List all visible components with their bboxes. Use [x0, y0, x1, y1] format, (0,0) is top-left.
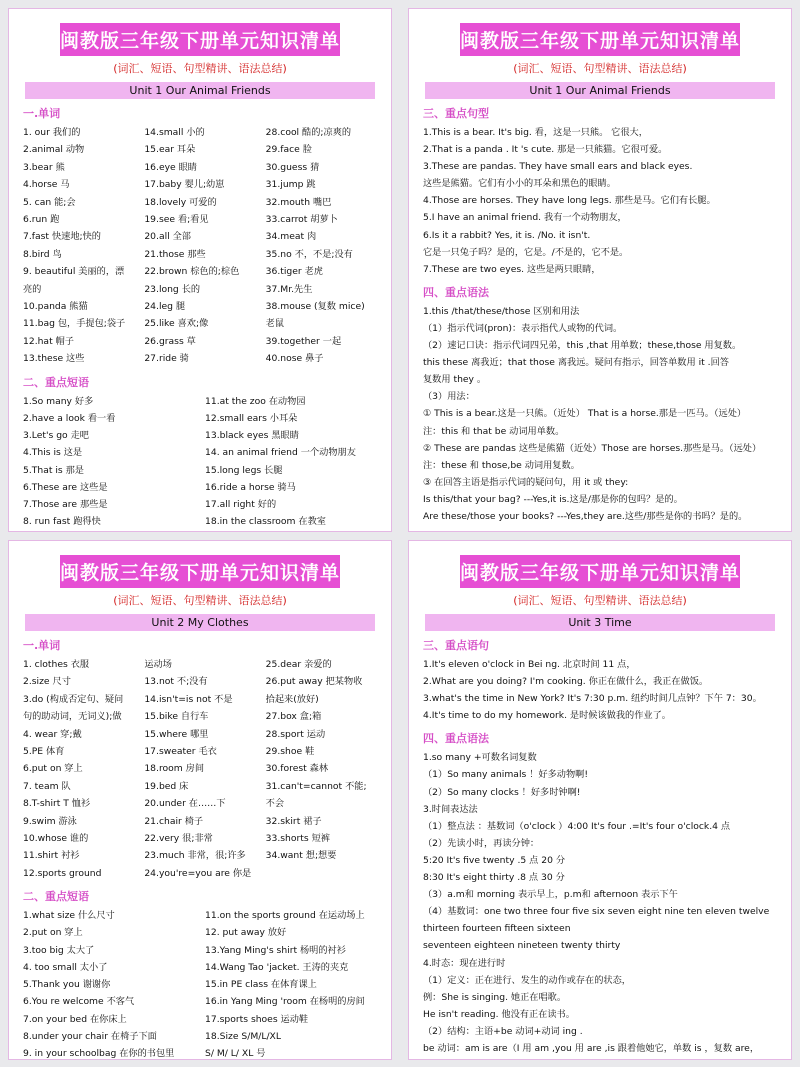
sentence-item: 1.It's eleven o'clock in Bei ng. 北京时间 11 点，	[423, 659, 636, 670]
word-item: 38.mouse (复数 mice)	[265, 301, 365, 313]
word-item: 33.shorts 短裤	[265, 833, 330, 845]
word-item: 25.dear 亲爱的	[265, 659, 332, 670]
word-item: 4. wear 穿;戴	[23, 728, 82, 740]
word-item: 30.guess 猜	[265, 161, 320, 173]
word-list	[9, 124, 391, 368]
word-item: 28.sport 运动	[265, 728, 326, 740]
phrase-list	[9, 907, 391, 1060]
phrase-item: 18.Size S/M/L/XL	[205, 1030, 281, 1042]
card-unit1-words	[8, 8, 392, 532]
word-item: 5.PE 体育	[23, 746, 65, 758]
grammar-list	[409, 303, 791, 525]
grammar-line: ② These are pandas 这些是熊猫（近处）Those are horses.那些是马。（远处）	[423, 442, 762, 454]
phrase-item: 17.sports shoes 运动鞋	[205, 1013, 309, 1025]
phrase-item: 5.That is 那是	[23, 464, 84, 476]
word-item: 13.these 这些	[23, 353, 85, 365]
grammar-line: 例：She is singing. 她正在唱歌。	[423, 991, 567, 1003]
unit-bar: Unit 1 Our Animal Friends	[425, 82, 775, 99]
phrase-item: 6.These are 这些是	[23, 481, 108, 493]
word-item: 29.shoe 鞋	[265, 746, 315, 758]
word-item: 22.very 很;非常	[144, 833, 213, 845]
section-heading-sentences: 三、重点句型	[423, 107, 489, 120]
phrase-item: 16.in Yang Ming 'room 在杨明的房间	[205, 996, 365, 1008]
word-item: 2.size 尺寸	[23, 676, 71, 688]
word-item: 7.fast 快速地;快的	[23, 231, 101, 243]
grammar-line: 3.时间表达法	[423, 803, 478, 815]
word-item: 15.bike 自行车	[144, 711, 209, 723]
grammar-line: （2）So many clocks ！好多时钟啊!	[423, 786, 581, 798]
word-item: 10.panda 熊猫	[23, 301, 88, 313]
phrase-item: 3.Let's go 走吧	[23, 430, 89, 442]
word-item: 4.horse 马	[23, 179, 70, 191]
phrase-column	[205, 907, 387, 1060]
phrase-item: 7.on your bed 在你床上	[23, 1013, 127, 1025]
phrase-item: 15.in PE class 在体育课上	[205, 979, 317, 991]
card-unit1-grammar	[408, 8, 792, 532]
word-item: 39.together 一起	[265, 335, 342, 347]
grammar-list	[409, 749, 791, 1060]
phrase-item: 13.black eyes 黑眼睛	[205, 430, 299, 442]
sentence-item: 4.Those are horses. They have long legs. 那些是马。它们有长腿。	[423, 195, 716, 207]
card-title: 闽教版三年级下册单元知识清单	[60, 555, 340, 588]
grammar-line: seventeen eighteen nineteen twenty thirty	[423, 940, 621, 952]
card-subtitle: (词汇、短语、句型精讲、语法总结)	[513, 594, 687, 607]
word-item: 21.chair 椅子	[144, 815, 204, 827]
phrase-column	[23, 393, 205, 532]
sentence-item: 4.It's time to do my homework. 是时候该做我的作业了。	[423, 710, 671, 722]
word-item: 9.swim 游泳	[23, 815, 77, 827]
word-item: 30.forest 森林	[265, 763, 329, 775]
word-item: 26.grass 草	[144, 335, 196, 347]
sentence-item: 7.These are two eyes. 这些是两只眼睛，	[423, 263, 601, 275]
word-item: 句的助动词，无词义);做	[23, 711, 122, 723]
phrase-item: 16.ride a horse 骑马	[205, 481, 296, 493]
word-column	[144, 124, 265, 368]
word-item: 21.those 那些	[144, 248, 206, 260]
sentence-item: 2.That is a panda . It 's cute. 那是一只熊猫。它很可爱。	[423, 144, 668, 156]
word-item: 老鼠	[265, 318, 285, 330]
grammar-line: 1.this /that/these/those 区别和用法	[423, 305, 580, 317]
word-item: 19.bed 床	[144, 780, 189, 792]
card-unit3-grammar	[408, 540, 792, 1060]
word-item: 24.leg 腿	[144, 301, 186, 313]
phrase-item: 18.in the classroom 在教室	[205, 516, 326, 528]
grammar-line: be 动词：am is are（I 用 am ,you 用 are ,is 跟着他她它，单数 is ，复数 are，	[423, 1042, 760, 1054]
word-item: 19.see 看;看见	[144, 214, 209, 226]
word-item: 29.face 脸	[265, 144, 312, 156]
grammar-line: 1.so many +可数名词复数	[423, 752, 537, 764]
word-item: 5. can 能;会	[23, 196, 76, 208]
word-item: 15.where 哪里	[144, 728, 209, 740]
phrase-item: 13.Yang Ming's shirt 杨明的衬衫	[205, 944, 346, 956]
section-heading-words: 一.单词	[23, 639, 61, 652]
unit-bar: Unit 3 Time	[425, 614, 775, 631]
sentence-item: 它是一只兔子吗？是的，它是。/不是的，它不是。	[423, 246, 629, 258]
phrase-item: 2.put on 穿上	[23, 927, 83, 939]
phrase-item: 12.small ears 小耳朵	[205, 412, 298, 424]
unit-bar: Unit 2 My Clothes	[25, 614, 375, 631]
grammar-line: 复数用 they 。	[423, 374, 487, 386]
section-heading-phrases: 二、重点短语	[23, 375, 89, 389]
phrase-item: 14.Wang Tao 'jacket. 王涛的夹克	[205, 961, 349, 973]
word-item: 1. clothes 衣服	[23, 659, 90, 670]
sentence-item: 2.What are you doing? I'm cooking. 你正在做什么，我正在做饭。	[423, 676, 709, 688]
phrase-item: S/ M/ L/ XL 号	[205, 1047, 266, 1059]
grammar-line: （1）整点法 ：基数词（o'clock ）4:00 It's four .=It's four o'clock.4 点	[423, 820, 731, 832]
word-item: 6.run 跑	[23, 214, 60, 226]
word-column	[266, 124, 387, 368]
phrase-list	[9, 393, 391, 532]
word-item: 不会	[265, 798, 285, 810]
sentence-item: 1.This is a bear. It's big. 看，这是一只熊。 它很大，	[423, 127, 648, 138]
phrase-item	[205, 530, 387, 532]
sentence-item: 5.I have an animal friend. 我有一个动物朋友，	[423, 212, 627, 224]
sentence-item: 3.These are pandas. They have small ears and black eyes.	[423, 161, 693, 173]
word-column	[266, 656, 387, 882]
grammar-line: 5:20 It's five twenty .5 点 20 分	[423, 854, 566, 866]
phrase-item: 9. in your schoolbag 在你的书包里	[23, 1047, 175, 1059]
section-heading-words: 一.单词	[23, 107, 61, 120]
phrase-item: 5.Thank you 谢谢你	[23, 979, 111, 991]
word-item: 18.lovely 可爱的	[144, 196, 217, 208]
sentence-item: 6.Is it a rabbit? Yes, it is. /No. it isn't.	[423, 229, 591, 241]
word-item: 27.ride 骑	[144, 353, 189, 365]
phrase-item: 6.You re welcome 不客气	[23, 996, 135, 1008]
word-item: 7. team 队	[23, 780, 71, 792]
grammar-line: ① This is a bear.这是一只熊。（近处） That is a horse.那是一匹马。（远处）	[423, 408, 747, 420]
grammar-line: ③ 在回答主语是指示代词的疑问句，用 it 或 they:	[423, 476, 629, 488]
word-item: 13.not 不;没有	[144, 676, 208, 688]
word-item: 26.put away 把某物收	[265, 676, 363, 688]
phrase-item: 14. an animal friend 一个动物朋友	[205, 447, 356, 459]
phrase-item	[23, 530, 205, 532]
grammar-line: 4.时态：现在进行时	[423, 957, 506, 969]
word-item: 20.under 在……下	[144, 798, 226, 810]
grammar-line: Are these/those your books? ---Yes,they are.这些/那些是你的书吗？是的。	[423, 510, 748, 522]
phrase-column	[23, 907, 205, 1060]
word-item: 1. our 我们的	[23, 127, 81, 138]
word-item: 20.all 全部	[144, 231, 191, 243]
phrase-item: 1.what size 什么尺寸	[23, 910, 115, 922]
card-title: 闽教版三年级下册单元知识清单	[60, 23, 340, 56]
sentence-item: 3.what's the time in New York? It's 7:30 p.m. 纽约时间几点钟？下午 7：30。	[423, 693, 762, 705]
word-item: 拾起来(放好)	[265, 693, 319, 705]
sentence-list	[409, 656, 791, 724]
card-unit2-words	[8, 540, 392, 1060]
phrase-item: 17.all right 好的	[205, 498, 277, 510]
word-item: 34.meat 肉	[265, 231, 317, 243]
phrase-item: 12. put away 放好	[205, 927, 287, 939]
word-column	[144, 656, 265, 882]
grammar-line: （1）指示代词(pron)：表示指代人或物的代词。	[423, 322, 623, 334]
word-item: 14.isn't=is not 不是	[144, 693, 233, 705]
phrase-item: 4. too small 太小了	[23, 961, 108, 973]
card-title: 闽教版三年级下册单元知识清单	[460, 555, 740, 588]
phrase-item: 2.have a look 看一看	[23, 412, 116, 424]
phrase-item: 1.So many 好多	[23, 395, 94, 407]
word-item: 亮的	[23, 283, 42, 295]
word-item: 35.no 不，不是;没有	[265, 248, 353, 260]
word-item: 6.put on 穿上	[23, 763, 83, 775]
phrase-item: 15.long legs 长腿	[205, 464, 283, 476]
word-item: 32.mouth 嘴巴	[265, 196, 332, 208]
phrase-item: 3.too big 太大了	[23, 944, 95, 956]
word-item: 34.want 想;想要	[265, 850, 337, 862]
word-item: 8.T-shirt T 恤衫	[23, 798, 91, 810]
word-item: 28.cool 酷的;凉爽的	[265, 127, 352, 138]
word-item: 18.room 房间	[144, 763, 205, 775]
grammar-line: （4）基数词：one two three four five six seven eight nine ten eleven twelve	[423, 906, 770, 918]
phrase-item: 11.on the sports ground 在运动场上	[205, 910, 365, 922]
word-item: 10.whose 谁的	[23, 833, 89, 845]
word-item: 3.bear 熊	[23, 161, 65, 173]
grammar-line	[423, 1057, 779, 1060]
word-item: 16.eye 眼睛	[144, 161, 197, 173]
grammar-line: 8:30 It's eight thirty .8 点 30 分	[423, 872, 565, 884]
word-item: 14.small 小的	[144, 127, 205, 138]
word-item: 23.long 长的	[144, 283, 201, 295]
grammar-line: this these 离我近；that those 离我远。疑问有指示，回答单数用 it .回答	[423, 357, 729, 369]
word-column	[23, 656, 144, 882]
phrase-item: 11.at the zoo 在动物园	[205, 395, 306, 407]
grammar-line: （3）a.m和 morning 表示早上，p.m和 afternoon 表示下午	[423, 889, 678, 901]
word-item: 17.sweater 毛衣	[144, 746, 217, 758]
grammar-line: （2）先读小时，再读分钟：	[423, 837, 540, 849]
grammar-line: （2）结构：主语+be 动词+动词 ing .	[423, 1025, 583, 1037]
grammar-line: （2）速记口诀：指示代词四兄弟，this ,that 用单数；these,those 用复数。	[423, 340, 742, 352]
grammar-line: （3）用法：	[423, 391, 475, 403]
word-item: 23.much 非常，很;许多	[144, 850, 246, 862]
grammar-line: 注：this 和 that be 动词用单数。	[423, 425, 565, 437]
word-item: 22.brown 棕色的;棕色	[144, 266, 240, 278]
word-item: 12.sports ground	[23, 867, 102, 879]
section-heading-phrases: 二、重点短语	[23, 890, 89, 904]
word-item: 9. beautiful 美丽的，漂	[23, 266, 125, 278]
section-heading-grammar: 四、重点语法	[423, 732, 489, 746]
word-list	[9, 656, 391, 882]
word-item: 27.box 盒;箱	[265, 711, 322, 723]
word-item: 24.you're=you are 你是	[144, 867, 252, 879]
word-item: 17.baby 婴儿;幼崽	[144, 179, 225, 191]
word-item: 3.do (构成否定句、疑问	[23, 693, 124, 705]
word-item: 12.hat 帽子	[23, 335, 74, 347]
grammar-line: （1）So many animals ！好多动物啊!	[423, 769, 589, 781]
phrase-item: 7.Those are 那些是	[23, 498, 108, 510]
card-subtitle: (词汇、短语、句型精讲、语法总结)	[113, 594, 287, 607]
word-item: 11.shirt 衬衫	[23, 850, 80, 862]
word-item: 37.Mr.先生	[265, 283, 313, 295]
word-item: 40.nose 鼻子	[265, 353, 324, 365]
word-item: 31.jump 跳	[265, 179, 316, 191]
word-item: 15.ear 耳朵	[144, 144, 196, 156]
word-column	[23, 124, 144, 368]
phrase-item: 8. run fast 跑得快	[23, 516, 101, 528]
grammar-line: （1）定义：正在进行、发生的动作或存在的状态，	[423, 974, 631, 986]
word-item: 36.tiger 老虎	[265, 266, 323, 278]
card-subtitle: (词汇、短语、句型精讲、语法总结)	[113, 62, 287, 75]
word-item: 32.skirt 裙子	[265, 815, 322, 827]
word-item: 2.animal 动物	[23, 144, 85, 156]
grammar-line: thirteen fourteen fifteen sixteen	[423, 923, 571, 935]
unit-bar: Unit 1 Our Animal Friends	[25, 82, 375, 99]
word-item: 33.carrot 胡萝卜	[265, 214, 338, 226]
phrase-item: 4.This is 这是	[23, 447, 83, 459]
word-item: 运动场	[144, 659, 172, 670]
phrase-column	[205, 393, 387, 532]
word-item: 31.can't=cannot 不能;	[265, 780, 367, 792]
phrase-item: 8.under your chair 在椅子下面	[23, 1030, 157, 1042]
word-item: 11.bag 包，手提包;袋子	[23, 318, 126, 330]
sentence-item: 这些是熊猫。它们有小小的耳朵和黑色的眼睛。	[423, 178, 616, 190]
section-heading-grammar: 四、重点语法	[423, 285, 489, 299]
grammar-line: Is this/that your bag? ---Yes,it is.这是/那是你的包吗？是的。	[423, 493, 683, 505]
grammar-line: He isn't reading. 他没有正在读书。	[423, 1008, 575, 1020]
word-item: 25.like 喜欢;像	[144, 318, 209, 330]
sentence-list	[409, 124, 791, 278]
section-heading-sentences: 三、重点语句	[423, 639, 489, 652]
card-subtitle: (词汇、短语、句型精讲、语法总结)	[513, 62, 687, 75]
word-item: 8.bird 鸟	[23, 248, 62, 260]
card-title: 闽教版三年级下册单元知识清单	[460, 23, 740, 56]
grammar-line: 注：these 和 those,be 动词用复数。	[423, 459, 580, 471]
